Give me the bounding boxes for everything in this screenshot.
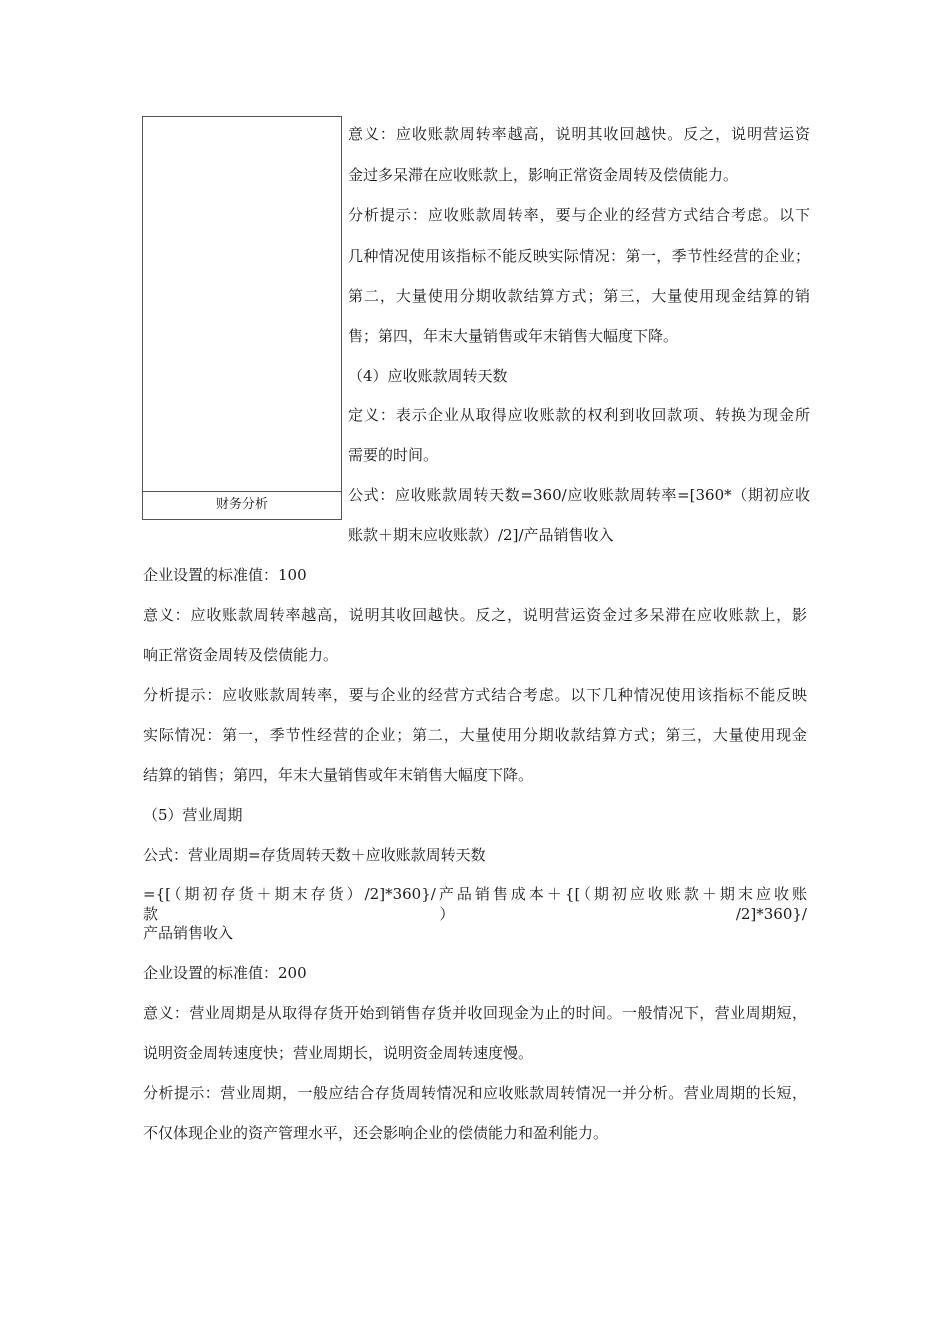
- text-line: 分析提示：应收账款周转率，要与企业的经营方式结合考虑。以下几种情况使用该指标不能反映: [143, 686, 807, 704]
- text-line: 实际情况：第一，季节性经营的企业；第二，大量使用分期收款结算方式；第三，大量使用现金: [143, 726, 807, 744]
- text-line: 需要的时间。: [348, 446, 439, 464]
- text-line: 结算的销售；第四，年末大量销售或年末销售大幅度下降。: [143, 766, 534, 784]
- formula-line: 产品销售收入: [143, 924, 234, 942]
- text-line: 分析提示：营业周期，一般应结合存货周转情况和应收账款周转情况一并分析。营业周期的长短，: [143, 1084, 807, 1102]
- text-line: 定义：表示企业从取得应收账款的权利到收回款项、转换为现金所: [348, 406, 810, 424]
- text-line: 金过多呆滞在应收账款上，影响正常资金周转及偿债能力。: [348, 166, 739, 184]
- text-line: 不仅体现企业的资产管理水平，还会影响企业的偿债能力和盈利能力。: [143, 1124, 609, 1142]
- section-heading: （4）应收账款周转天数: [348, 367, 508, 385]
- text-line: 意义：应收账款周转率越高，说明其收回越快。反之，说明营运资: [348, 125, 810, 143]
- section-heading: （5）营业周期: [143, 806, 243, 824]
- text-line: 响正常资金周转及偿债能力。: [143, 646, 339, 664]
- text-line: 意义：营业周期是从取得存货开始到销售存货并收回现金为止的时间。一般情况下，营业周期短，: [143, 1004, 807, 1022]
- text-line: 说明资金周转速度快；营业周期长，说明资金周转速度慢。: [143, 1044, 534, 1062]
- sidebar-image-frame: [142, 116, 342, 492]
- text-line: 第二，大量使用分期收款结算方式；第三，大量使用现金结算的销: [348, 287, 810, 305]
- standard-value: 企业设置的标准值：200: [143, 964, 307, 982]
- formula-line: 公式：应收账款周转天数=360/应收账款周转率=[360*（期初应收: [348, 486, 810, 504]
- formula-line: 账款＋期末应收账款）/2]/产品销售收入: [348, 526, 614, 544]
- text-line: 意义：应收账款周转率越高，说明其收回越快。反之，说明营运资金过多呆滞在应收账款上，影: [143, 606, 807, 624]
- formula-line: 公式：营业周期=存货周转天数＋应收账款周转天数: [143, 846, 486, 864]
- standard-value: 企业设置的标准值：100: [143, 566, 307, 584]
- text-line: 售；第四，年末大量销售或年末销售大幅度下降。: [348, 327, 679, 345]
- text-line: 分析提示：应收账款周转率，要与企业的经营方式结合考虑。以下: [348, 206, 810, 224]
- sidebar-caption: 财务分析: [142, 492, 342, 520]
- text-line: 几种情况使用该指标不能反映实际情况：第一，季节性经营的企业；: [348, 247, 810, 265]
- formula-line: ={[（期初存货＋期末存货）/2]*360}/产品销售成本＋{[（期初应收账款＋期末应收账款）/2]*360}/: [143, 885, 807, 923]
